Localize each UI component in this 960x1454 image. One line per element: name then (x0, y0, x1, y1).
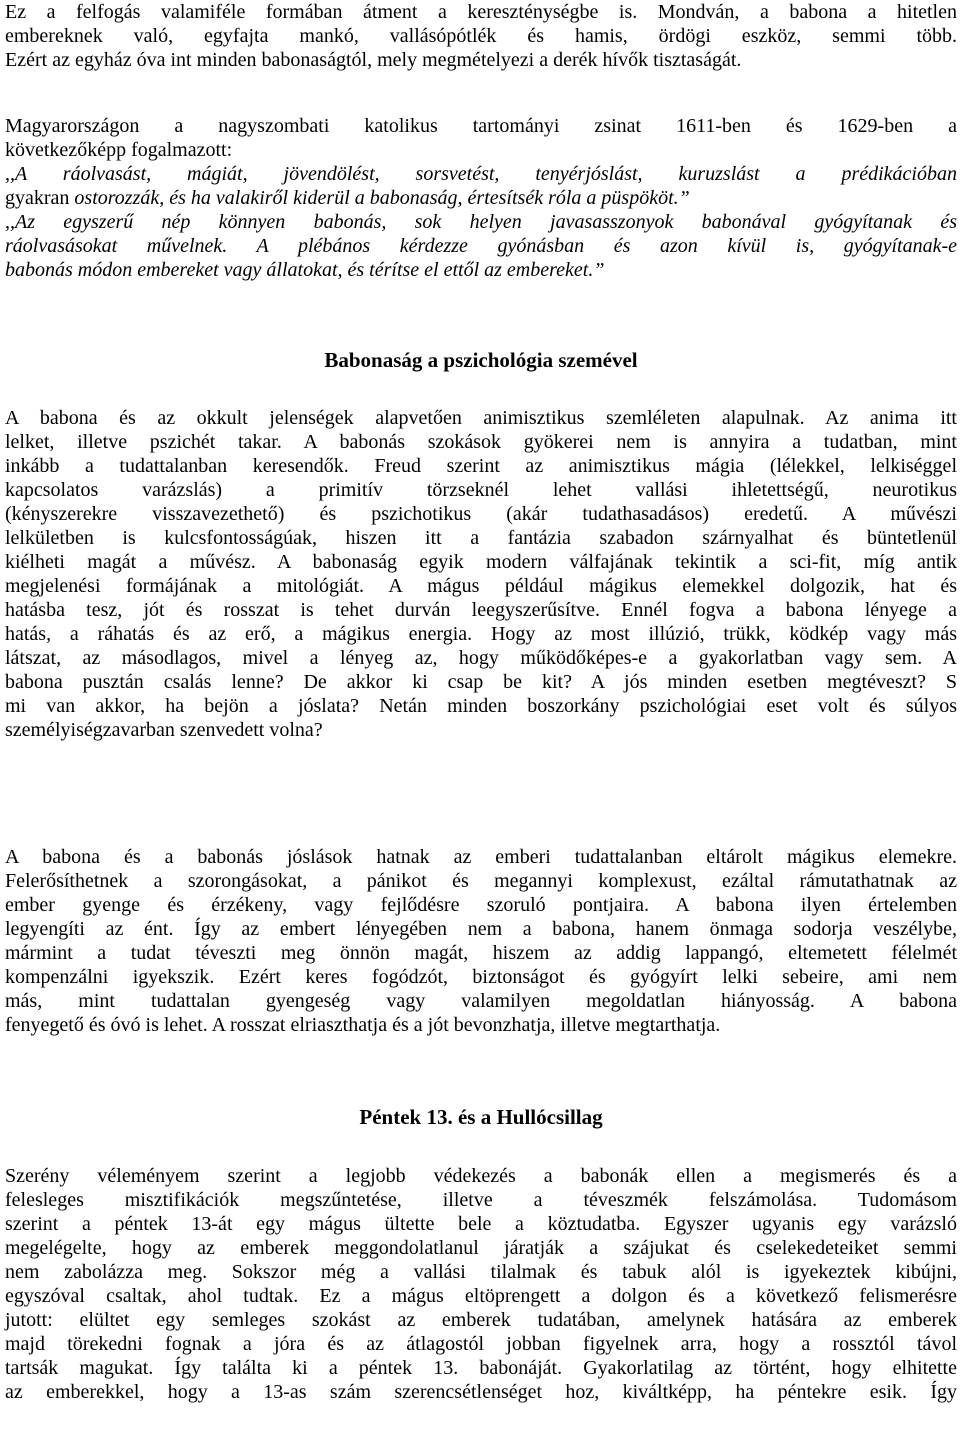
text-line: inkább a tudattalanban keresendők. Freud szerint az animisztikus mágia (lélekkel, lelkiséggel (5, 455, 957, 477)
text-line: babona pusztán csalás lenne? De akkor ki csap be kit? A jós minden esetben megtéveszt? S (5, 671, 957, 693)
quote-line: ,,A ráolvasást, mágiát, jövendölést, sorsvetést, tenyérjóslást, kuruzslást a prédikációban (5, 163, 957, 185)
text-line: mármint a tudat téveszti meg önnön magát, hiszem az addig lappangó, eltemetett félelmét (5, 942, 957, 964)
text-line: (kényszerekre visszavezethető) és pszichotikus (akár tudathasadásos) eredetű. A művészi (5, 503, 957, 525)
text-line: személyiségzavarban szenvedett volna? (5, 719, 323, 741)
text-line: az emberekkel, hogy a 13-as szám szerencsétlenséget hoz, kiváltképp, ha péntekre esik. Így (5, 1381, 957, 1403)
text-line: mi van akkor, ha bejön a jóslata? Netán minden boszorkány pszichológiai eset volt és súlyos (5, 695, 957, 717)
friday-paragraph (5, 1164, 957, 1404)
psychology-paragraph (5, 406, 957, 742)
text-line: megelégelte, hogy az emberek meggondolatlanul járatják a szájukat és cselekedeteiket semmi (5, 1237, 957, 1259)
intro-paragraph (5, 0, 957, 72)
text-line: embereknek való, egyfajta mankó, vallásópótlék és hamis, ördögi eszköz, semmi több. (5, 25, 957, 47)
text-line: kapcsolatos varázslás) a primitív törzseknél lehet vallási ihletettségű, neurotikus (5, 479, 957, 501)
text-line: legyengíti az ént. Így az embert lényegében nem a babona, hanem önmaga sodorja veszélybe, (5, 918, 957, 940)
quote-fragment: ostorozzák, és ha valakiről kiderül a babonaság, értesítsék róla a püspököt.” (69, 187, 690, 209)
text-line: fenyegető és óvó is lehet. A rosszat elriaszthatja és a jót bevonzhatja, illetve megtarthatja. (5, 1014, 721, 1036)
quote-line: babonás módon embereket vagy állatokat, és térítse el ettől az embereket.” (5, 259, 605, 281)
text-line: következőképp fogalmazott: (5, 139, 233, 161)
text-line: Szerény véleményem szerint a legjobb védekezés a babonák ellen a megismerés és a (5, 1165, 957, 1187)
text-line: megjelenési formájának a mitológiát. A mágus például mágikus elemekkel dolgozik, hat és (5, 575, 957, 597)
text-line: lelkületben is kulcsfontosságúak, hiszen itt a fantázia szabadon szárnyalhat és büntetlenül (5, 527, 957, 549)
text-line: ember gyenge és érzékeny, vagy fejlődésre szoruló pontjaira. A babona ilyen értelemben (5, 894, 957, 916)
text-line: szerint a péntek 13-át egy mágus ültette bele a köztudatba. Egyszer ugyanis egy varázsló (5, 1213, 957, 1235)
text-line: egyszóval csaltak, ahol tudtak. Ez a mágus eltöprengett a dolgon és a következő felismerésre (5, 1285, 957, 1307)
unconscious-paragraph (5, 845, 957, 1037)
quote-line: ráolvasásokat művelnek. A plébános kérdezze gyónásban és azon kívül is, gyógyítanak-e (5, 235, 957, 257)
text-line: felesleges misztifikációk megszűntetése, illetve a téveszmék felszámolása. Tudomásom (5, 1189, 957, 1211)
synod-paragraph (5, 114, 957, 282)
text-line: lelket, illetve pszichét takar. A babonás szokások gyökerei nem is annyira a tudatban, mint (5, 431, 957, 453)
text-line: A babona és a babonás jóslások hatnak az emberi tudattalanban eltárolt mágikus elemekre. (5, 846, 957, 868)
text-line: kompenzálni igyekszik. Ezért keres fogódzót, biztonságot és gyógyírt lelki sebeire, ami nem (5, 966, 957, 988)
text-line: majd törekedni fognak a jóra és az átlagostól jobban figyelnek arra, hogy a rossztól távol (5, 1333, 957, 1355)
text-line: Ezért az egyház óva int minden babonaságtól, mely megmételyezi a derék hívők tisztaságát. (5, 49, 742, 71)
text-line: jutott: elültet egy semleges szokást az emberek tudatában, amelynek hatására az emberek (5, 1309, 957, 1331)
text-line: más, mint tudattalan gyengeség vagy valamilyen megoldatlan hiányosság. A babona (5, 990, 957, 1012)
text-line: Magyarországon a nagyszombati katolikus tartományi zsinat 1611-ben és 1629-ben a (5, 115, 957, 137)
text-line: Felerősíthetnek a szorongásokat, a pánikot és megannyi komplexust, ezáltal rámutathatnak az (5, 870, 957, 892)
quote-line: ,,Az egyszerű nép könnyen babonás, sok helyen javasasszonyok babonával gyógyítanak és (5, 211, 957, 233)
text-line: nem zabolázza meg. Sokszor még a vallási tilalmak és tabuk alól is igyekeztek kibújni, (5, 1261, 957, 1283)
text-line: A babona és az okkult jelenségek alapvetően animisztikus szemléleten alapulnak. Az anima itt (5, 407, 957, 429)
heading-text: Péntek 13. és a Hullócsillag (359, 1105, 603, 1129)
text-line: hatás, a ráhatás és az erő, a mágikus energia. Hogy az most illúzió, trükk, ködkép vagy más (5, 623, 957, 645)
text-line: Ez a felfogás valamiféle formában átment a kereszténységbe is. Mondván, a babona a hitetlen (5, 1, 957, 23)
section-heading-friday (5, 1105, 957, 1129)
section-heading-psychology (5, 348, 957, 372)
text-line: hatásba tesz, jót és rosszat is tehet durván leegyszerűsítve. Ennél fogva a babona lényege a (5, 599, 957, 621)
text-line: tartsák magukat. Így találta ki a péntek 13. babonáját. Gyakorlatilag az történt, hogy elhitette (5, 1357, 957, 1379)
text-line: látszat, az másodlagos, mivel a lényeg az, hogy működőképes-e a gyakorlatban vagy sem. A (5, 647, 957, 669)
text-line: kiélheti magát a művész. A babonaság egyik modern válfajának tekintik a sci-fit, míg antik (5, 551, 957, 573)
quote-line (5, 186, 957, 210)
heading-text: Babonaság a pszichológia szemével (324, 348, 638, 372)
text-fragment: gyakran (5, 187, 70, 209)
